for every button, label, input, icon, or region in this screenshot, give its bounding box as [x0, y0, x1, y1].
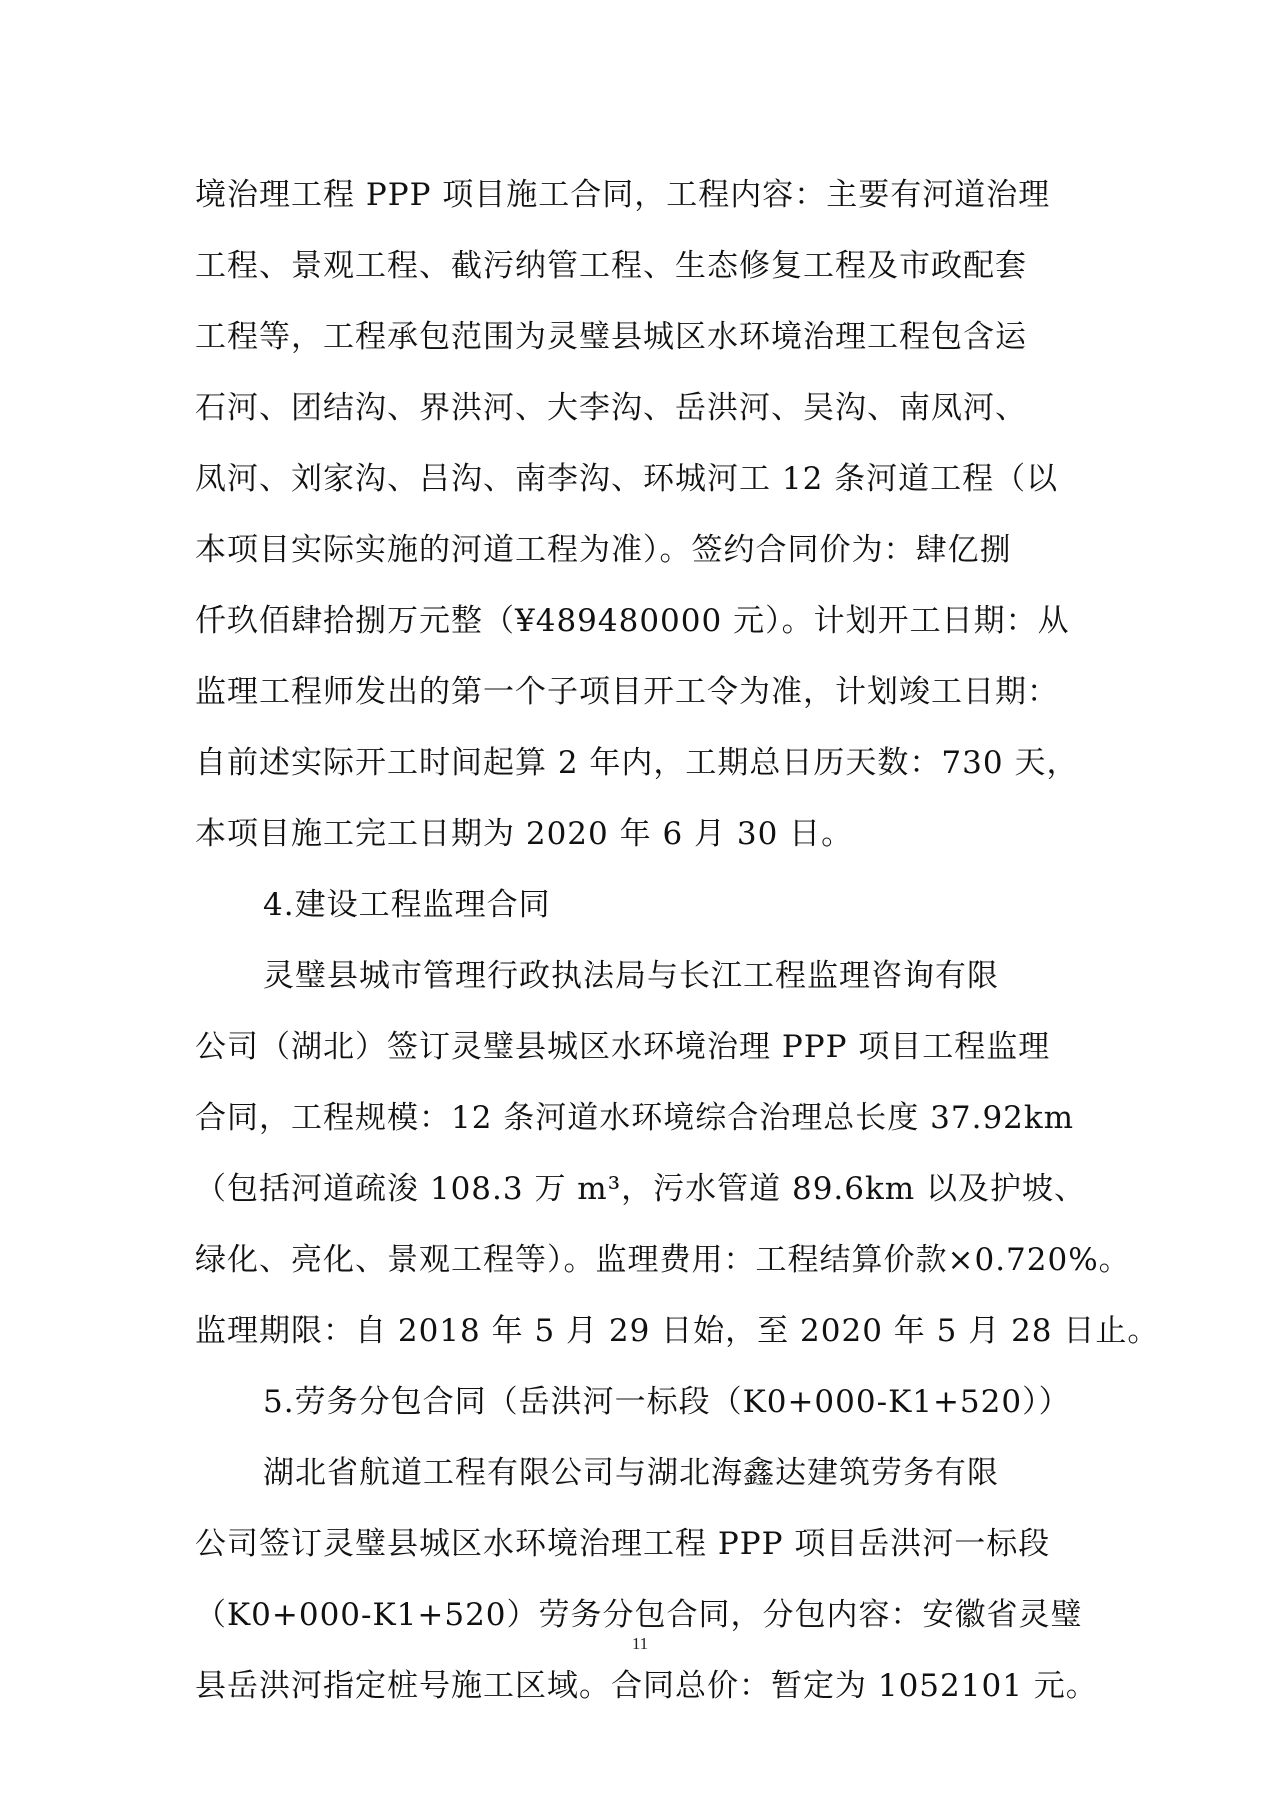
section-heading-labor-subcontract: 5.劳务分包合同（岳洪河一标段（K0+000-K1+520）） [263, 1384, 1071, 1420]
text-line: （包括河道疏浚 108.3 万 m³，污水管道 89.6km 以及护坡、 [195, 1171, 1087, 1207]
text-line: 仟玖佰肆拾捌万元整（¥489480000 元）。计划开工日期：从 [195, 603, 1070, 639]
text-line: 工程等，工程承包范围为灵璧县城区水环境治理工程包含运 [195, 319, 1027, 355]
text-line: 本项目实际实施的河道工程为准）。签约合同价为：肆亿捌 [195, 532, 1012, 568]
text-line: 县岳洪河指定桩号施工区域。合同总价：暂定为 1052101 元。 [195, 1668, 1098, 1704]
text-line: 监理工程师发出的第一个子项目开工令为准，计划竣工日期： [195, 674, 1059, 710]
text-line: 绿化、亮化、景观工程等）。监理费用：工程结算价款×0.720%。 [195, 1242, 1131, 1278]
text-line: 合同，工程规模：12 条河道水环境综合治理总长度 37.92km [195, 1100, 1075, 1136]
text-line: 凤河、刘家沟、吕沟、南李沟、环城河工 12 条河道工程（以 [195, 461, 1059, 497]
paragraph-supervision-contract [195, 941, 1160, 1367]
section-heading-supervision-contract: 4.建设工程监理合同 [263, 887, 551, 923]
page-number: 11 [631, 1634, 649, 1653]
text-line: 监理期限：自 2018 年 5 月 29 日始，至 2020 年 5 月 28 日止。 [195, 1313, 1160, 1349]
text-line: 本项目施工完工日期为 2020 年 6 月 30 日。 [195, 816, 854, 852]
text-line: 公司签订灵璧县城区水环境治理工程 PPP 项目岳洪河一标段 [195, 1526, 1051, 1562]
text-line: 公司（湖北）签订灵璧县城区水环境治理 PPP 项目工程监理 [195, 1029, 1051, 1065]
text-line: 灵璧县城市管理行政执法局与长江工程监理咨询有限 [263, 958, 999, 994]
text-line: 工程、景观工程、截污纳管工程、生态修复工程及市政配套 [195, 248, 1027, 284]
paragraph-labor-subcontract [195, 1438, 1098, 1722]
document-page [195, 160, 1160, 1722]
text-line: 石河、团结沟、界洪河、大李沟、岳洪河、吴沟、南凤河、 [195, 390, 1027, 426]
text-line: 自前述实际开工时间起算 2 年内，工期总日历天数：730 天， [195, 745, 1079, 781]
text-line: 湖北省航道工程有限公司与湖北海鑫达建筑劳务有限 [263, 1455, 999, 1491]
text-line: （K0+000-K1+520）劳务分包合同，分包内容：安徽省灵璧 [195, 1597, 1083, 1633]
text-line: 境治理工程 PPP 项目施工合同，工程内容：主要有河道治理 [195, 177, 1051, 213]
paragraph-construction-contract [195, 160, 1095, 870]
